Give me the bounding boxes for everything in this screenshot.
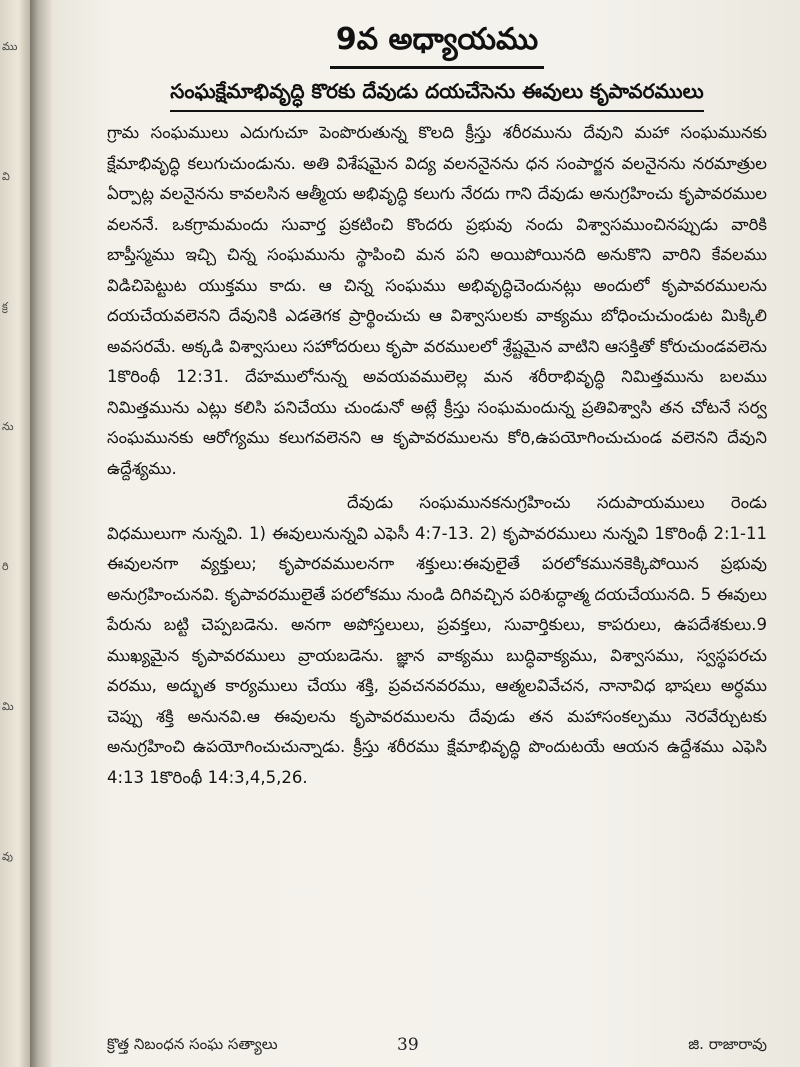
chapter-title-text: 9వ అధ్యాయము (330, 22, 544, 69)
adjacent-text-fragment: మి (2, 700, 14, 713)
paragraph-1: గ్రామ సంఘములు ఎదుగుచూ పెంపొరుతున్న కొలది క్రీస్తు శరీరమును దేవుని మహా సంఘమునకు క్షేమాభివృద్ధి కలుగుచుండును. అతి విశేషమైన విద్య వలననైనను ధన సంపార్జన వలనైనను నరమాత్రుల ఏర్పాట్ల వలనైనను కావలసిన ఆత్మీయ అభివృద్ధి కలుగు నేరదు గాని దేవుడు అనుగ్రహించు కృపావరముల వలననే. ఒకగ్రామమందు సువార్త ప్రకటించి కొందరు ప్రభువు నందు విశ్వాసముంచినప్పుడు వారికి బాప్తీస్మము ఇచ్చి చిన్న సంఘమును స్థాపించి మన పని అయిపోయినది అనుకొని వారిని కేవలము విడిచిపెట్టుట యుక్తము కాదు. ఆ చిన్న సంఘము అభివృద్ధిచెందునట్లు అందులో కృపావరములను దయచేయవలెనని దేవునికి ఎడతెగక ప్రార్థించుచు ఆ విశ్వాసులకు వాక్యము బోధించుచుండుట మిక్కిలి అవసరమే. అక్కడి విశ్వాసులు సహోదరులు కృపా వరములలో శ్రేష్టమైన వాటిని ఆసక్తితో కోరుచుండవలెను 1కొరింథీ 12:31. దేహములోనున్న అవయవములెల్ల మన శరీరాభివృద్ధి నిమిత్తమును బలము నిమిత్తమును ఎట్లు కలిసి పనిచేయు చుండునో అట్లే క్రీస్తు సంఘమందున్న ప్రతివిశ్వాసి తన చోటనే సర్వ సంఘమునకు ఆరోగ్యము కలుగవలెనని ఆ కృపావరములను కోరి,ఉపయోగించుచుండ వలెనని దేవుని ఉద్దేశ్యము. (107, 123, 767, 478)
adjacent-text-fragment: రి (2, 560, 9, 573)
page-footer (107, 1035, 767, 1059)
adjacent-text-fragment: వు (2, 850, 13, 863)
adjacent-text-fragment: క్ర (2, 300, 8, 313)
chapter-title (107, 22, 767, 69)
footer-author: జి. రాజారావు (688, 1035, 767, 1053)
adjacent-text-fragment: వి (2, 170, 10, 183)
section-title (107, 79, 767, 112)
page-number: 39 (397, 1035, 419, 1055)
section-title-text: సంఘక్షేమాభివృద్ధి కొరకు దేవుడు దయచేసెను ఈవులు కృపావరములు (170, 79, 703, 112)
adjacent-page-edge (0, 0, 30, 1067)
page-content (107, 22, 767, 793)
adjacent-text-fragment: ను (2, 420, 14, 433)
book-page (52, 0, 800, 1067)
paragraph-2: దేవుడు సంఘమునకనుగ్రహించు సదుపాయములు రెండు విధములుగా నున్నవి. 1) ఈవులునున్నవి ఎఫెసీ 4:7-13. 2) కృపావరములు నున్నవి 1కొరింథీ 2:1-11 ఈవులనగా వ్యక్తులు; కృపారవములనగా శక్తులు:ఈవులైతే పరలోకమునకెక్కిపోయిన ప్రభువు అనుగ్రహించునవి. కృపావరములైతే పరలోకము నుండి దిగివచ్చిన పరిశుద్ధాత్మ దయచేయునది. 5 ఈవులు పేరును బట్టి చెప్పబడెను. అనగా అపోస్తలులు, ప్రవక్తలు, సువార్తికులు, కాపరులు, ఉపదేశకులు.9 ముఖ్యమైన కృపావరములు వ్రాయబడెను. జ్ఞాన వాక్యము బుద్ధివాక్యము, విశ్వాసము, స్వస్థపరచు వరము, అద్భుత కార్యములు చేయు శక్తి, ప్రవచనవరము, ఆత్మలవివేచన, నానావిధ భాషలు అర్ధము చెప్పు శక్తి అనునవి.ఆ ఈవులను కృపావరములను దేవుడు తన మహాసంకల్పము నెరవేర్చుటకు అనుగ్రహించి ఉపయోగించుచున్నాడు. క్రీస్తు శరీరము క్షేమాభివృద్ధి పొందుటయే ఆయన ఉద్దేశము ఎఫెసి 4:13 1కొరింథీ 14:3,4,5,26. (107, 493, 767, 787)
book-gutter (30, 0, 52, 1067)
footer-book-title: క్రొత్త నిబంధన సంఘ సత్యాలు (107, 1035, 278, 1053)
adjacent-text-fragment: ము (2, 40, 18, 53)
